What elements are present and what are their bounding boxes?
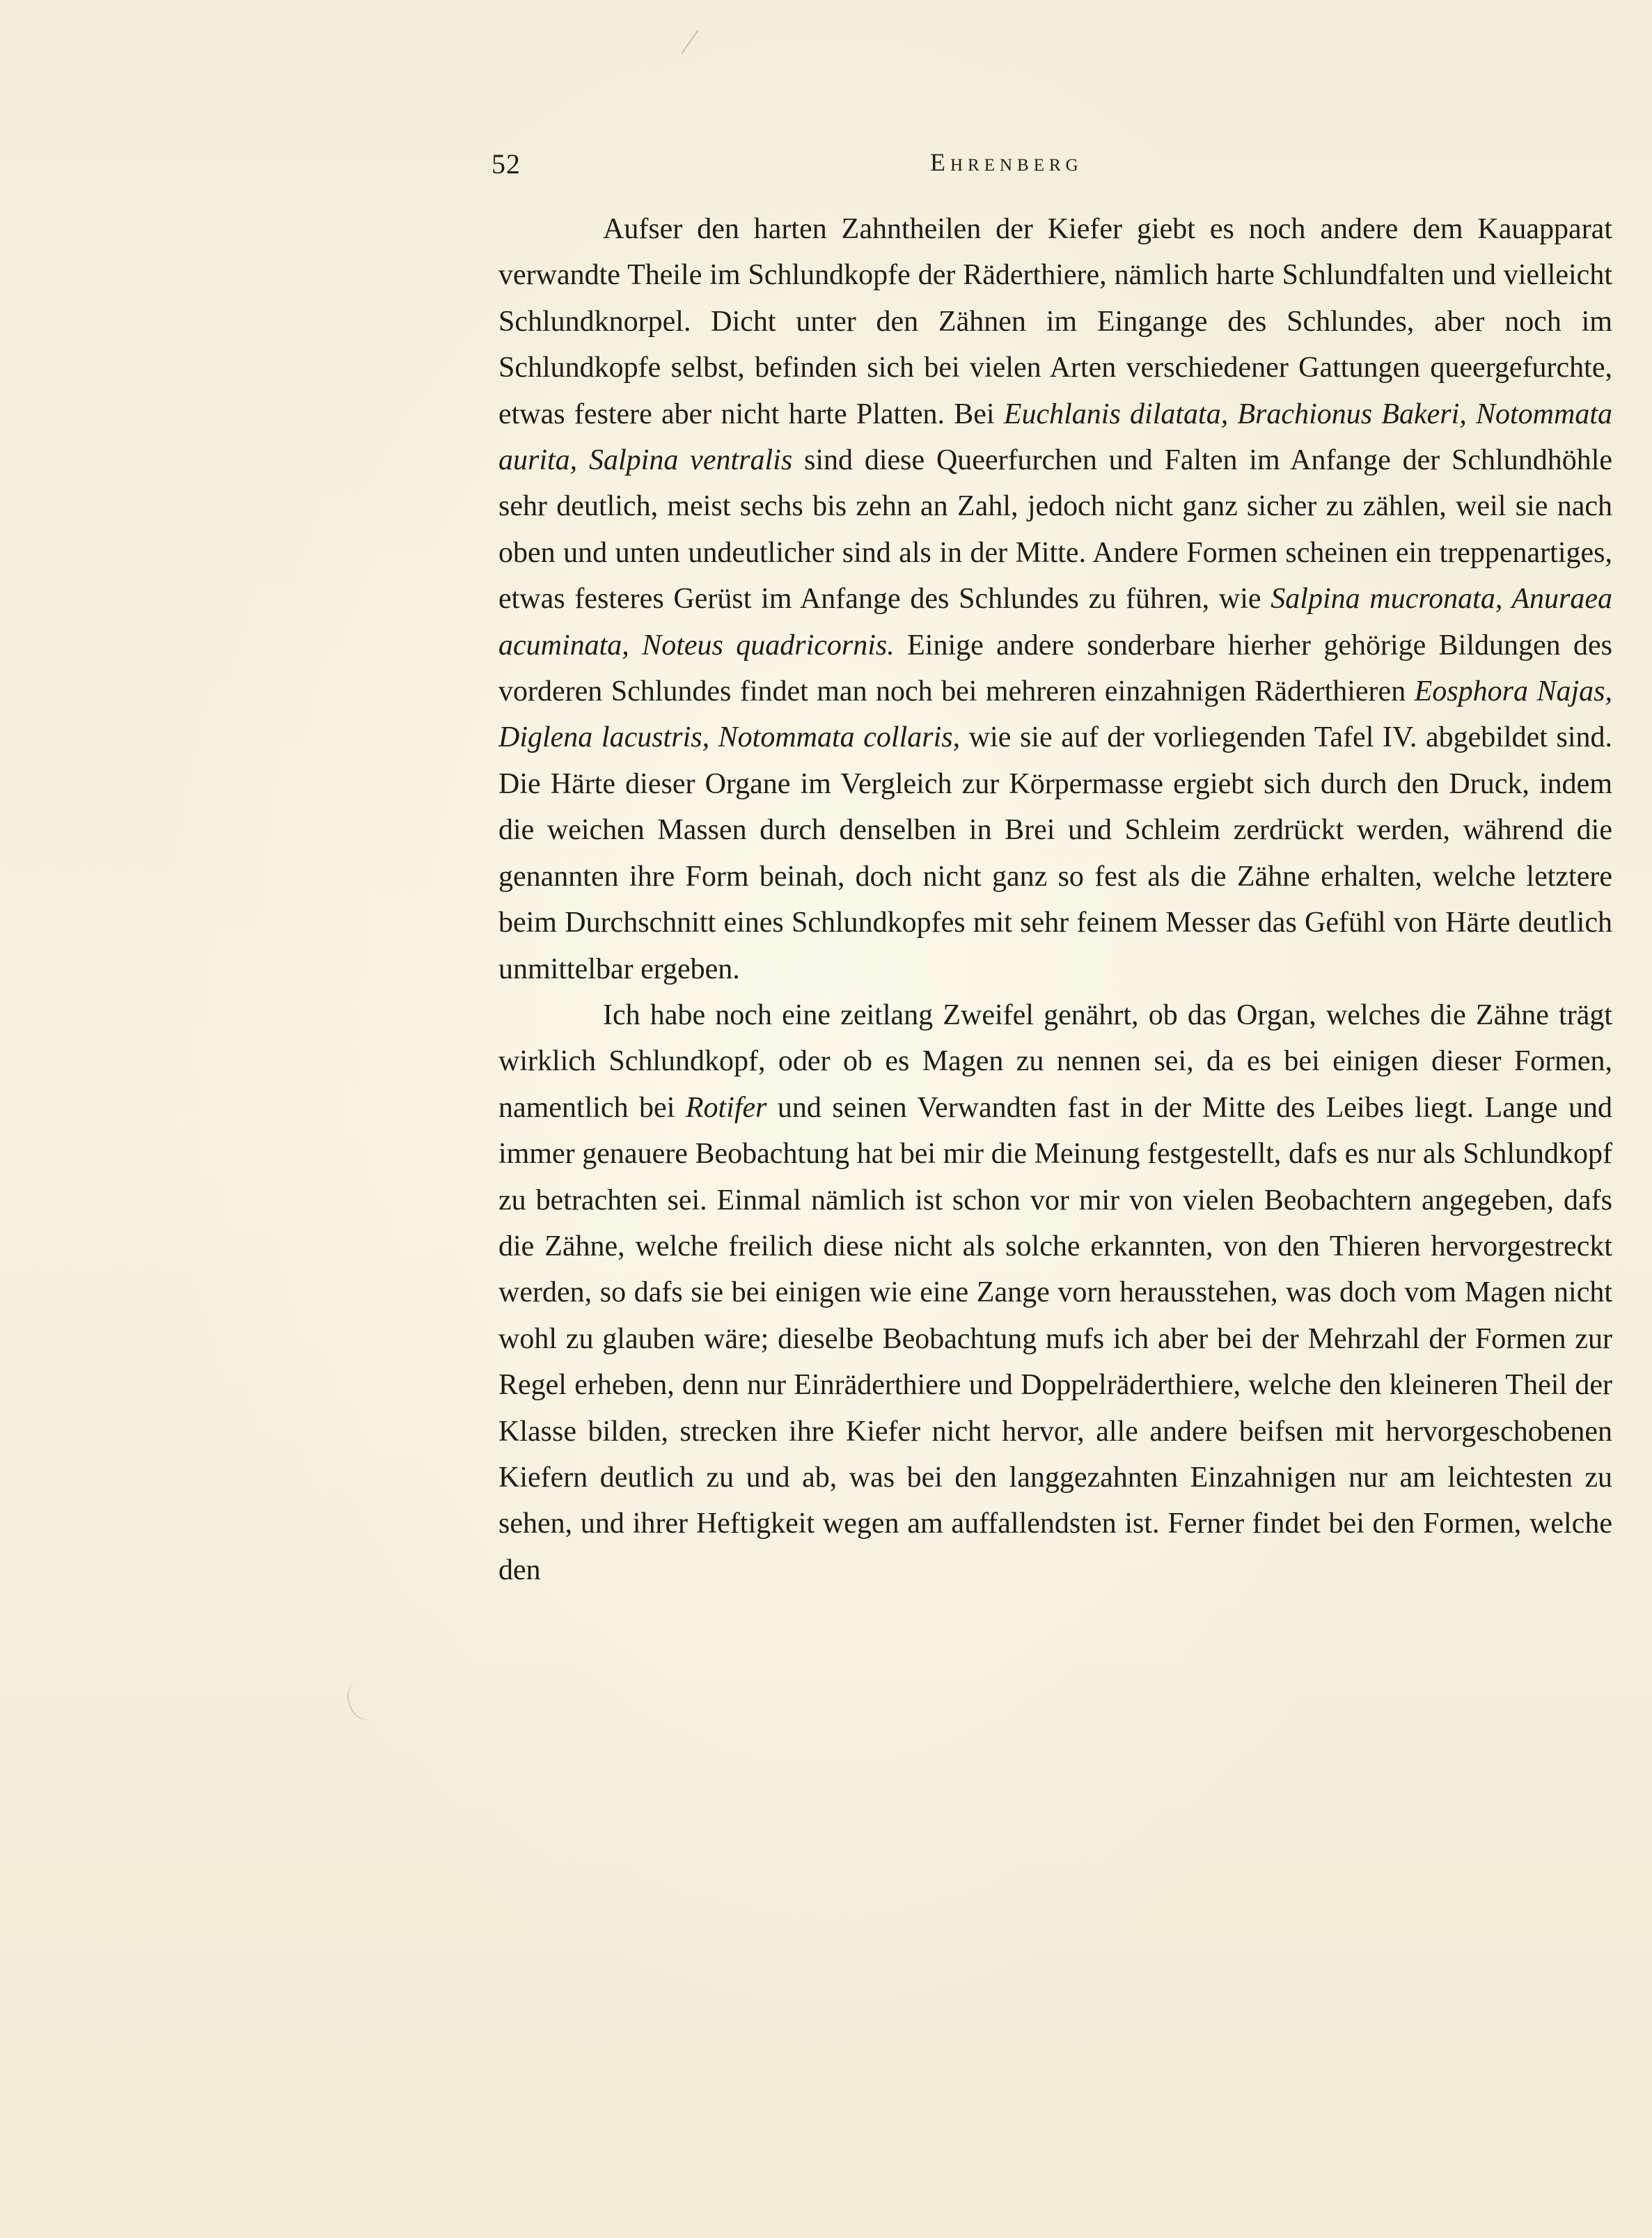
paper-mark xyxy=(682,30,699,54)
page-number: 52 xyxy=(491,148,521,180)
species-names: Euchlanis dilatata, Brachionus Bakeri, Notommata aurita, Salpina ventralis xyxy=(498,398,1613,477)
text-run: sind diese Queerfurchen und Falten im Anfange der Schlundhöhle sehr deutlich, meist sechs bis zehn an Zahl, jedoch nicht ganz sicher zu zählen, weil sie nach oben und unten undeutlicher sind als in der Mitte. Andere Formen scheinen ein treppenartiges, etwas festeres Gerüst im Anfange des Schlundes zu führen, wie xyxy=(498,444,1613,616)
paragraph xyxy=(498,206,1612,992)
text-run: wie sie auf der vorliegenden Tafel IV. abgebildet sind. Die Härte dieser Organe im Vergleich zur Körpermasse ergiebt sich durch den Druck, indem die weichen Massen durch denselben in Brei und Schleim zerdrückt werden, während die genannten ihre Form beinah, doch nicht ganz so fest als die Zähne erhalten, welche letztere beim Durchschnitt eines Schlundkopfes mit sehr feinem Messer das Gefühl von Härte deutlich unmittelbar ergeben. xyxy=(498,721,1612,985)
text-run: Ich habe noch eine zeitlang Zweifel genährt, ob das Organ, welches die Zähne trägt wirklich Schlundkopf, oder ob es Magen zu nennen sei, da es bei einigen dieser Formen, namentlich bei xyxy=(498,999,1612,1124)
text-run: Einige andere sonderbare hierher gehörige Bildungen des vorderen Schlundes findet man noch bei mehreren einzahnigen Räderthieren xyxy=(498,629,1612,708)
species-names: Eosphora Najas, Diglena lacustris, Notommata collaris, xyxy=(498,675,1612,754)
running-head: Ehrenberg xyxy=(930,148,1083,176)
body-text xyxy=(498,206,1612,1593)
paragraph xyxy=(498,992,1612,1593)
species-names: Salpina mucronata, Anuraea acuminata, Noteus quadricornis. xyxy=(498,583,1612,662)
page-header xyxy=(491,148,1614,189)
text-run: und seinen Verwandten fast in der Mitte des Leibes liegt. Lange und immer genauere Beobachtung hat bei mir die Meinung festgestellt, dafs es nur als Schlundkopf zu betrachten sei. Einmal nämlich ist schon vor mir von vielen Beobachtern angegeben, dafs die Zähne, welche freilich diese nicht als solche erkannten, von den Thieren hervorgestreckt werden, so dafs sie bei einigen wie eine Zange vorn herausstehen, was doch vom Magen nicht wohl zu glauben wäre; dieselbe Beobachtung mufs ich aber bei der Mehrzahl der Formen zur Regel erheben, denn nur Einräderthiere und Doppelräderthiere, welche den kleineren Theil der Klasse bilden, strecken ihre Kiefer nicht hervor, alle andere beifsen mit hervorgeschobenen Kiefern deutlich zu und ab, was bei den langgezahnten Einzahnigen nur am leichtesten zu sehen, und ihrer Heftigkeit wegen am auffallendsten ist. Ferner findet bei den Formen, welche den xyxy=(498,1091,1612,1586)
paper-stain xyxy=(342,1673,390,1725)
species-names: Rotifer xyxy=(685,1091,767,1124)
text-run: Aufser den harten Zahntheilen der Kiefer giebt es noch andere dem Kauapparat verwandte Theile im Schlundkopfe der Räderthiere, nämlich harte Schlundfalten und vielleicht Schlundknorpel. Dicht unter den Zähnen im Eingange des Schlundes, aber noch im Schlundkopfe selbst, befinden sich bei vielen Arten verschiedener Gattungen queergefurchte, etwas festere aber nicht harte Platten. Bei xyxy=(498,213,1612,430)
